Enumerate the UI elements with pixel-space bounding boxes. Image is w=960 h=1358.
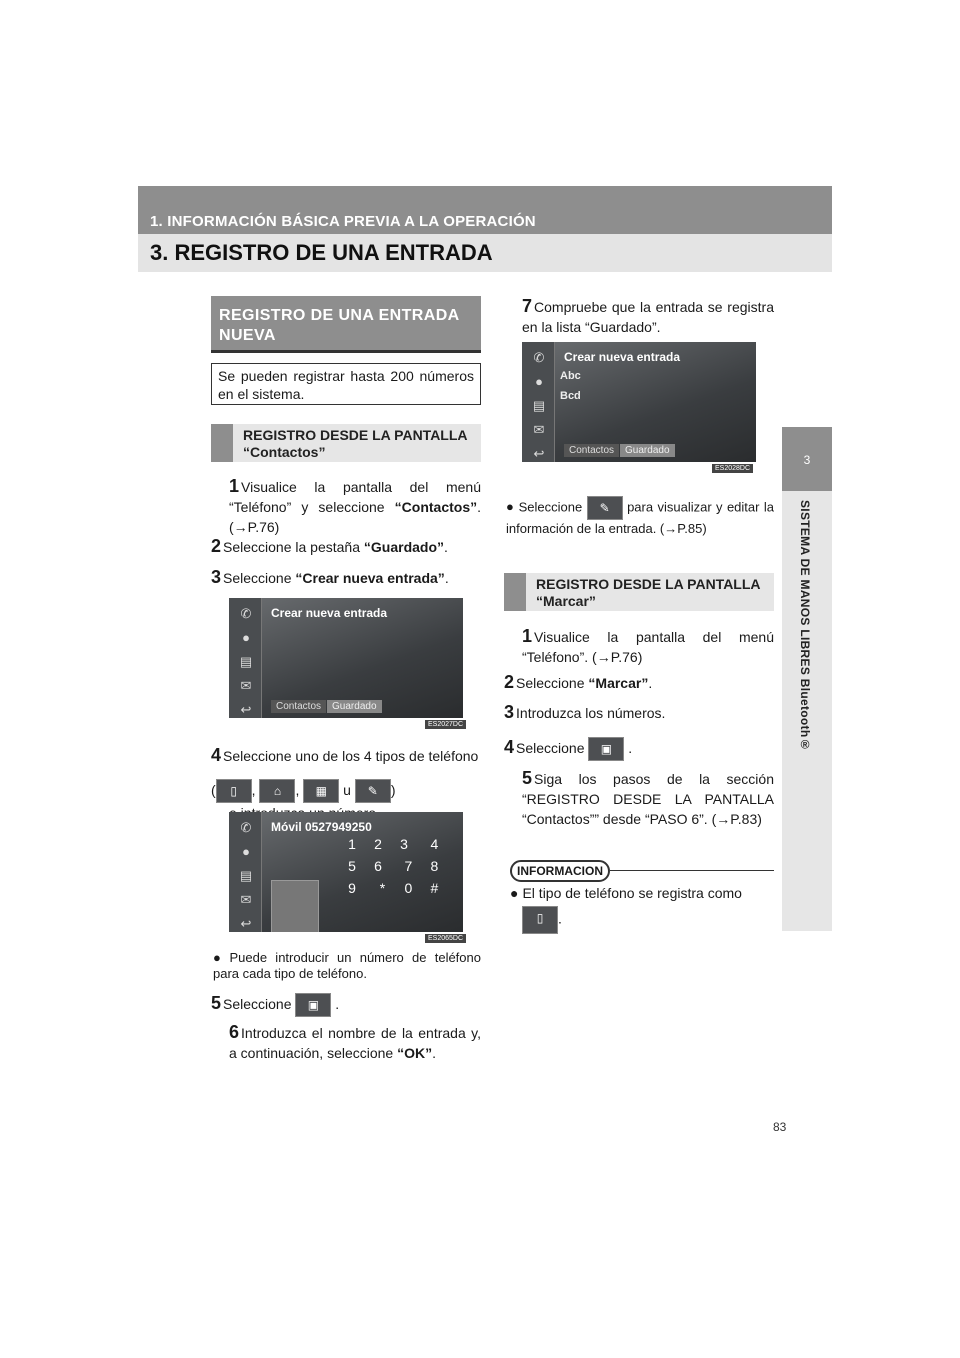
page-number: 83: [773, 1120, 787, 1134]
step-r3: 3 Introduzca los números.: [504, 702, 666, 722]
section-header: [138, 234, 832, 272]
info-icon-row: ▯ .: [522, 906, 562, 934]
section-box-title: REGISTRO DE UNA ENTRADA NUEVA: [211, 296, 481, 350]
section-box-rule: [211, 350, 481, 353]
contact-icon: ●: [242, 844, 250, 859]
step-3: 3 Seleccione “Crear nueva entrada”.: [211, 567, 449, 587]
bullet-note: ● Puede introducir un número de teléfono para cada tipo de teléfono.: [213, 950, 481, 981]
step-2: 2 Seleccione la pestaña “Guardado”.: [211, 536, 448, 556]
back-icon: ↩: [533, 446, 545, 461]
phone-icon: ✆: [240, 820, 252, 835]
screenshot-crear-entrada: ✆ ● ▤ ✉ ↩ Crear nueva entrada Contactos Guardado: [229, 598, 463, 718]
info-label: INFORMACION: [510, 860, 610, 882]
subheading-marcar: REGISTRO DESDE LA PANTALLA “Marcar”: [504, 573, 774, 611]
step-r4: 4 Seleccione ▣ .: [504, 734, 774, 761]
subheading-text: REGISTRO DESDE LA PANTALLA “Contactos”: [243, 427, 467, 460]
history-icon: ▤: [532, 398, 546, 413]
bullet-edit: ● Seleccione ✎ para visualizar y editar la información de la entrada. (→P.85): [506, 496, 774, 537]
history-icon: ▤: [239, 868, 253, 883]
step-r5: 5 Siga los pasos de la sección “REGISTRO DESDE LA PANTALLA “Contactos”” desde “PASO 6”. (→P.83): [522, 768, 774, 827]
avatar: [271, 880, 319, 932]
side-tab-number: 3: [782, 427, 832, 491]
phone-icon: ✆: [240, 606, 252, 621]
step-r1: 1 Visualice la pantalla del menú “Teléfono”. (→P.76): [522, 626, 774, 665]
mobile-phone-icon: ▯: [522, 906, 558, 934]
image-code: ES2028DC: [712, 464, 753, 473]
chapter-header: [138, 186, 832, 234]
section-title: 3. REGISTRO DE UNA ENTRADA: [150, 240, 493, 265]
message-icon: ✉: [533, 422, 545, 437]
phone-icon: ✆: [533, 350, 545, 365]
screenshot-movil-keypad: ✆ ● ▤ ✉ ↩ Móvil 0527949250 1 2 3 45 6 7 89 * 0 #: [229, 812, 463, 932]
subheading-contactos: [211, 424, 481, 462]
keypad: 1 2 3 45 6 7 89 * 0 #: [348, 836, 439, 896]
save-icon: ▣: [295, 993, 331, 1017]
back-icon: ↩: [240, 916, 252, 931]
message-icon: ✉: [240, 892, 252, 907]
info-text: ● El tipo de teléfono se registra como: [510, 885, 742, 901]
chapter-title: 1. INFORMACIÓN BÁSICA PREVIA A LA OPERACIÓN: [150, 213, 536, 230]
section-note: Se pueden registrar hasta 200 números en el sistema.: [211, 363, 481, 405]
save-icon: ▣: [588, 737, 624, 761]
contact-icon: ●: [535, 374, 543, 389]
work-phone-icon: ▦: [303, 779, 339, 803]
edit-icon: ✎: [587, 496, 623, 520]
step-6: 6 Introduzca el nombre de la entrada y, a continuación, seleccione “OK”.: [229, 1022, 481, 1061]
message-icon: ✉: [240, 678, 252, 693]
contact-icon: ●: [242, 630, 250, 645]
back-icon: ↩: [240, 702, 252, 717]
image-code: ES2065DC: [425, 934, 466, 943]
info-rule: [610, 870, 774, 871]
step-r2: 2 Seleccione “Marcar”.: [504, 672, 653, 692]
screenshot-guardado-list: ✆ ● ▤ ✉ ↩ Crear nueva entrada Abc Bcd Contactos Guardado: [522, 342, 756, 462]
other-phone-icon: ✎: [355, 779, 391, 803]
image-code: ES2027DC: [425, 720, 466, 729]
history-icon: ▤: [239, 654, 253, 669]
mobile-phone-icon: ▯: [216, 779, 252, 803]
home-phone-icon: ⌂: [259, 779, 295, 803]
step-7: 7 Compruebe que la entrada se registra en la lista “Guardado”.: [522, 296, 774, 335]
side-tab-label: SISTEMA DE MANOS LIBRES Bluetooth®: [798, 500, 812, 752]
step-4: 4 Seleccione uno de los 4 tipos de teléfono ( ▯ , ⌂ , ▦ u ✎ ): [211, 738, 481, 823]
step-1: 1 Visualice la pantalla del menú “Teléfono” y seleccione “Contactos”. (→P.76): [229, 476, 481, 535]
step-5: 5 Seleccione ▣ .: [211, 990, 481, 1017]
